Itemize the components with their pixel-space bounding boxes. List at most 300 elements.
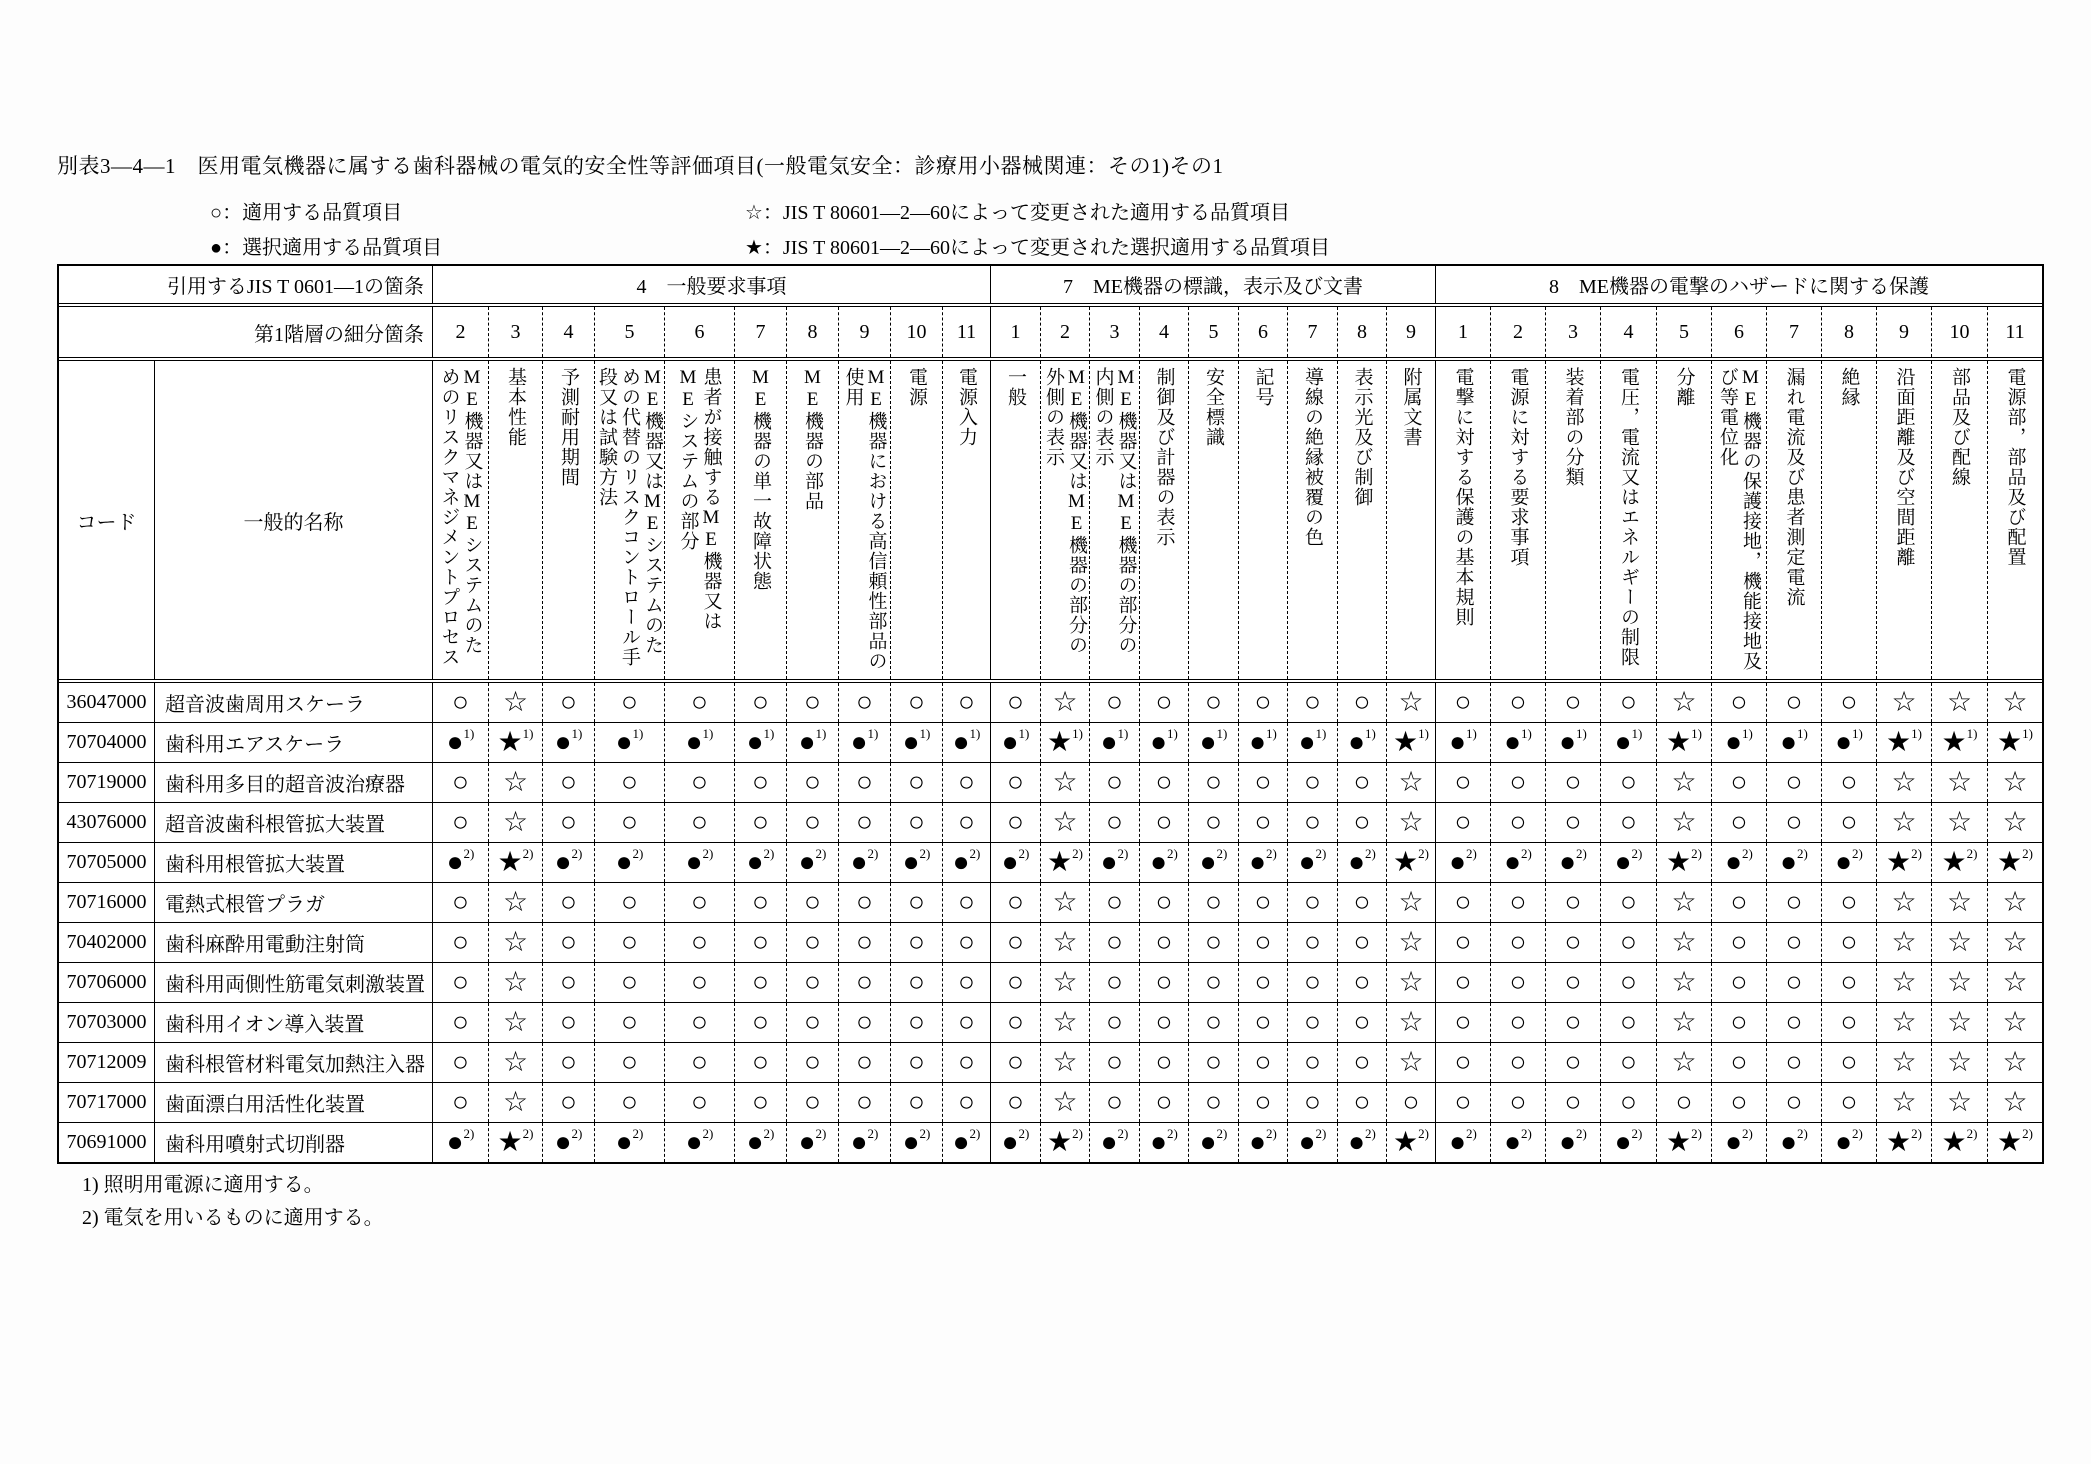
mark-symbol: ● <box>952 846 970 878</box>
mark-cell <box>432 723 488 762</box>
mark-symbol: ☆ <box>1891 766 1917 798</box>
column-title <box>838 361 890 679</box>
mark-symbol: ○ <box>856 926 873 958</box>
mark-footnote-ref: 2) <box>1117 846 1129 861</box>
mark-cell <box>1040 723 1089 762</box>
mark-symbol: ● <box>554 726 572 758</box>
mark-symbol: ○ <box>1509 806 1527 838</box>
mark-footnote-ref: 1) <box>969 726 981 741</box>
mark-symbol: ○ <box>560 966 577 998</box>
table-row <box>59 923 2042 963</box>
mark-symbol: ○ <box>1007 806 1024 838</box>
mark-cell <box>1238 963 1287 1002</box>
mark-cell <box>1987 843 2042 882</box>
mark-symbol: ● <box>746 726 764 758</box>
mark-cell <box>838 723 890 762</box>
mark-symbol: ● <box>902 1126 920 1158</box>
table-row <box>59 683 2042 723</box>
mark-symbol: ○ <box>1205 926 1222 958</box>
mark-cell <box>1876 1083 1931 1122</box>
mark-cell <box>786 963 838 1002</box>
mark-symbol: ○ <box>1155 1086 1173 1118</box>
mark-symbol: ○ <box>1730 686 1748 718</box>
mark-symbol: ★ <box>1666 846 1692 878</box>
column-title-text: 部品及び配線 <box>1949 367 1970 487</box>
mark-cell <box>1287 1043 1337 1082</box>
mark-symbol: ○ <box>621 966 638 998</box>
mark-cell <box>1545 683 1600 722</box>
subclause-number: 5 <box>1188 307 1238 357</box>
mark-symbol: ● <box>1249 1126 1267 1158</box>
mark-cell <box>1287 803 1337 842</box>
mark-symbol: ☆ <box>1052 1006 1078 1038</box>
mark-symbol: ☆ <box>1671 766 1697 798</box>
mark-cell <box>990 1003 1040 1042</box>
mark-symbol: ● <box>1725 846 1743 878</box>
mark-symbol: ○ <box>1620 926 1637 958</box>
mark-cell <box>1040 1083 1089 1122</box>
mark-footnote-ref: 2) <box>1742 1126 1753 1141</box>
mark-symbol: ● <box>1298 846 1316 878</box>
mark-cell <box>890 1083 942 1122</box>
mark-symbol: ○ <box>1509 1006 1527 1038</box>
mark-footnote-ref: 2) <box>571 846 583 861</box>
mark-symbol: ● <box>1780 1126 1798 1158</box>
subclause-number: 7 <box>734 307 786 357</box>
mark-symbol: ● <box>1780 846 1798 878</box>
mark-footnote-ref: 2) <box>1797 846 1808 861</box>
mark-symbol: ○ <box>908 1006 925 1038</box>
subclause-number: 1 <box>1435 307 1490 357</box>
mark-cell <box>1987 883 2042 922</box>
mark-cell <box>594 963 664 1002</box>
subclause-number: 4 <box>542 307 594 357</box>
mark-cell <box>1656 763 1711 802</box>
mark-symbol: ○ <box>1454 1086 1472 1118</box>
mark-symbol: ★ <box>1666 726 1692 758</box>
mark-symbol: ○ <box>1304 766 1321 798</box>
mark-cell <box>1987 1043 2042 1082</box>
mark-symbol: ○ <box>958 886 975 918</box>
mark-cell <box>1089 683 1139 722</box>
mark-cell <box>1490 923 1545 962</box>
mark-footnote-ref: 2) <box>1911 846 1922 861</box>
mark-footnote-ref: 2) <box>1365 1126 1376 1141</box>
mark-cell <box>1040 1043 1089 1082</box>
mark-cell <box>1766 763 1821 802</box>
mark-cell <box>1337 963 1386 1002</box>
mark-footnote-ref: 2) <box>632 846 644 861</box>
legend-applicable-modified: ☆：JIS T 80601—2—60によって変更された適用する品質項目 <box>745 202 1290 224</box>
mark-cell <box>1711 1003 1766 1042</box>
column-title-text: 漏れ電流及び患者測定電流 <box>1783 367 1805 607</box>
mark-cell <box>890 923 942 962</box>
mark-symbol: ○ <box>1840 686 1858 718</box>
mark-cell <box>1490 803 1545 842</box>
mark-cell <box>1656 1003 1711 1042</box>
device-name: 超音波歯周用スケーラ <box>154 683 432 722</box>
mark-cell <box>1287 963 1337 1002</box>
mark-cell <box>1386 923 1435 962</box>
mark-symbol: ☆ <box>1398 1006 1424 1038</box>
mark-cell <box>542 1003 594 1042</box>
mark-symbol: ○ <box>1454 806 1472 838</box>
device-code: 70712009 <box>66 1051 147 1073</box>
mark-symbol: ○ <box>1304 686 1321 718</box>
mark-cell <box>1766 1123 1821 1162</box>
mark-cell <box>664 963 734 1002</box>
mark-cell <box>942 963 990 1002</box>
mark-symbol: ★ <box>497 1126 523 1158</box>
mark-cell <box>890 1003 942 1042</box>
name-header: 一般的名称 <box>154 361 432 679</box>
mark-cell <box>1711 723 1766 762</box>
mark-footnote-ref: 2) <box>815 1126 827 1141</box>
mark-symbol: ● <box>1504 846 1522 878</box>
mark-cell <box>1600 923 1656 962</box>
mark-symbol: ○ <box>1564 1086 1582 1118</box>
mark-cell <box>1656 683 1711 722</box>
column-title-text: 導線の絶縁被覆の色 <box>1302 367 1323 547</box>
mark-cell <box>1490 963 1545 1002</box>
mark-cell <box>1711 1123 1766 1162</box>
mark-symbol: ○ <box>1254 806 1272 838</box>
mark-symbol: ○ <box>1785 1006 1803 1038</box>
mark-cell <box>890 963 942 1002</box>
mark-symbol: ○ <box>1840 1006 1858 1038</box>
mark-cell <box>1600 1003 1656 1042</box>
mark-symbol: ★ <box>1941 726 1967 758</box>
mark-symbol: ○ <box>1620 886 1637 918</box>
mark-cell <box>1600 1083 1656 1122</box>
mark-symbol: ● <box>1725 726 1743 758</box>
mark-symbol: ○ <box>1564 806 1582 838</box>
mark-symbol: ○ <box>691 686 708 718</box>
mark-cell <box>990 803 1040 842</box>
mark-symbol: ☆ <box>1946 966 1973 998</box>
mark-footnote-ref: 2) <box>702 1126 714 1141</box>
mark-symbol: ● <box>1614 726 1632 758</box>
mark-cell <box>1600 883 1656 922</box>
mark-symbol: ○ <box>621 926 638 958</box>
mark-symbol: ☆ <box>1946 766 1973 798</box>
mark-cell <box>890 803 942 842</box>
mark-cell <box>1711 883 1766 922</box>
mark-symbol: ○ <box>1785 926 1803 958</box>
mark-cell <box>542 763 594 802</box>
mark-cell <box>542 963 594 1002</box>
mark-symbol: ○ <box>1205 1046 1222 1078</box>
subclause-number: 5 <box>594 307 664 357</box>
mark-symbol: ● <box>1199 726 1217 758</box>
mark-cell <box>1545 1083 1600 1122</box>
mark-cell <box>594 683 664 722</box>
mark-cell <box>1089 963 1139 1002</box>
mark-cell <box>1040 843 1089 882</box>
mark-cell <box>1711 1043 1766 1082</box>
mark-symbol: ● <box>1150 1126 1168 1158</box>
mark-cell <box>1766 683 1821 722</box>
mark-cell <box>1386 1043 1435 1082</box>
device-name: 歯科用根管拡大装置 <box>154 843 432 882</box>
mark-cell <box>838 803 890 842</box>
mark-cell <box>942 1043 990 1082</box>
subclause-number: 3 <box>1545 307 1600 357</box>
mark-cell <box>1386 963 1435 1002</box>
mark-cell <box>1987 963 2042 1002</box>
mark-cell <box>1435 1003 1490 1042</box>
mark-symbol: ○ <box>1353 926 1371 958</box>
mark-cell <box>594 1123 664 1162</box>
mark-cell <box>1987 723 2042 762</box>
mark-cell <box>664 763 734 802</box>
mark-cell <box>488 683 542 722</box>
mark-symbol: ○ <box>1454 766 1472 798</box>
mark-cell <box>1435 1123 1490 1162</box>
mark-symbol: ● <box>746 846 764 878</box>
mark-symbol: ○ <box>621 1046 638 1078</box>
mark-symbol: ○ <box>1564 966 1582 998</box>
mark-footnote-ref: 2) <box>1315 1126 1327 1141</box>
mark-cell <box>1600 683 1656 722</box>
mark-footnote-ref: 2) <box>919 846 931 861</box>
mark-cell <box>1287 683 1337 722</box>
mark-symbol: ○ <box>1509 926 1527 958</box>
mark-cell <box>1876 883 1931 922</box>
mark-footnote-ref: 1) <box>1418 726 1429 741</box>
mark-symbol: ● <box>1298 726 1316 758</box>
mark-cell <box>1490 1003 1545 1042</box>
mark-cell <box>1545 723 1600 762</box>
mark-cell <box>734 843 786 882</box>
mark-cell <box>1656 803 1711 842</box>
mark-cell <box>594 763 664 802</box>
mark-symbol: ☆ <box>1398 1046 1424 1078</box>
mark-cell <box>1766 883 1821 922</box>
mark-cell <box>1287 723 1337 762</box>
mark-cell <box>1139 763 1188 802</box>
mark-symbol: ☆ <box>1052 886 1078 918</box>
mark-symbol: ○ <box>958 966 975 998</box>
mark-cell <box>1931 803 1987 842</box>
mark-cell <box>1545 883 1600 922</box>
device-name: 歯科用多目的超音波治療器 <box>154 763 432 802</box>
mark-symbol: ○ <box>1254 766 1272 798</box>
column-title-text: 安全標識 <box>1203 367 1224 447</box>
device-code: 70717000 <box>66 1091 147 1113</box>
mark-cell <box>1188 1083 1238 1122</box>
mark-cell <box>942 803 990 842</box>
mark-footnote-ref: 2) <box>867 846 879 861</box>
mark-cell <box>1931 883 1987 922</box>
mark-symbol: ○ <box>1007 686 1024 718</box>
column-title-text: 記号 <box>1252 367 1274 407</box>
mark-symbol: ○ <box>1509 766 1527 798</box>
mark-cell <box>542 1043 594 1082</box>
mark-symbol: ○ <box>1205 766 1222 798</box>
mark-symbol: ○ <box>804 806 821 838</box>
mark-cell <box>1876 963 1931 1002</box>
mark-cell <box>1139 963 1188 1002</box>
mark-symbol: ○ <box>1106 926 1123 958</box>
column-title-text: ME機器の単一故障状態 <box>750 367 771 591</box>
mark-symbol: ○ <box>691 766 708 798</box>
mark-symbol: ○ <box>958 686 975 718</box>
mark-footnote-ref: 1) <box>1852 726 1863 741</box>
column-title <box>1766 361 1821 679</box>
mark-symbol: ☆ <box>1891 1086 1917 1118</box>
mark-cell <box>1188 763 1238 802</box>
mark-symbol: ○ <box>1007 886 1024 918</box>
mark-cell <box>1490 683 1545 722</box>
group-header-2: 8 ME機器の電撃のハザードに関する保護 <box>1435 266 2042 303</box>
mark-symbol: ● <box>1249 726 1267 758</box>
subclause-number: 7 <box>1287 307 1337 357</box>
mark-cell <box>594 803 664 842</box>
mark-cell <box>890 1043 942 1082</box>
column-title <box>1040 361 1089 679</box>
mark-cell <box>1287 883 1337 922</box>
mark-symbol: ★ <box>1941 846 1967 878</box>
legend-applicable: ○：適用する品質項目 <box>210 202 403 224</box>
mark-symbol: ● <box>850 726 868 758</box>
mark-cell <box>432 763 488 802</box>
column-title <box>942 361 990 679</box>
mark-cell <box>1435 1043 1490 1082</box>
mark-symbol: ● <box>1150 846 1168 878</box>
mark-cell <box>1089 843 1139 882</box>
mark-footnote-ref: 1) <box>1167 726 1178 741</box>
column-title-text: ME機器又はME機器の部分の内側の表示 <box>1092 367 1137 655</box>
ref-clause-label: 引用するJIS T 0601—1の箇条 <box>166 276 424 298</box>
mark-cell <box>942 1083 990 1122</box>
column-title <box>1987 361 2042 679</box>
mark-cell <box>432 843 488 882</box>
column-title <box>1287 361 1337 679</box>
mark-symbol: ○ <box>804 1046 821 1078</box>
mark-cell <box>1711 683 1766 722</box>
mark-cell <box>432 1123 488 1162</box>
mark-symbol: ★ <box>1886 846 1912 878</box>
mark-cell <box>990 883 1040 922</box>
mark-symbol: ○ <box>1007 966 1024 998</box>
mark-symbol: ★ <box>1047 846 1073 878</box>
mark-symbol: ○ <box>1620 1086 1637 1118</box>
column-title-text: 表示光及び制御 <box>1351 367 1373 507</box>
mark-symbol: ○ <box>1106 766 1123 798</box>
mark-symbol: ● <box>1150 726 1168 758</box>
column-title-text: 電源に対する要求事項 <box>1507 367 1529 567</box>
mark-cell <box>1040 1003 1089 1042</box>
mark-footnote-ref: 2) <box>1911 1126 1922 1141</box>
subclause-number: 9 <box>1386 307 1435 357</box>
mark-symbol: ○ <box>1564 686 1582 718</box>
subclause-number: 2 <box>1040 307 1089 357</box>
mark-cell <box>1089 1083 1139 1122</box>
mark-cell <box>1711 963 1766 1002</box>
mark-symbol: ○ <box>804 926 821 958</box>
mark-cell <box>1089 923 1139 962</box>
mark-symbol: ★ <box>1886 1126 1912 1158</box>
mark-symbol: ★ <box>1393 1126 1419 1158</box>
mark-cell <box>1821 683 1876 722</box>
mark-symbol: ○ <box>1620 1006 1637 1038</box>
mark-footnote-ref: 2) <box>1117 1126 1129 1141</box>
mark-cell <box>1656 843 1711 882</box>
mark-symbol: ● <box>850 846 868 878</box>
subclause-number: 5 <box>1656 307 1711 357</box>
table-row <box>59 843 2042 883</box>
mark-symbol: ○ <box>1155 806 1173 838</box>
mark-symbol: ☆ <box>1671 1046 1697 1078</box>
mark-symbol: ○ <box>1007 1086 1024 1118</box>
mark-symbol: ☆ <box>1946 1046 1973 1078</box>
mark-cell <box>664 803 734 842</box>
mark-footnote-ref: 2) <box>1852 1126 1863 1141</box>
mark-cell <box>1876 1043 1931 1082</box>
subclause-number: 4 <box>1600 307 1656 357</box>
mark-cell <box>1766 1003 1821 1042</box>
mark-cell <box>594 1043 664 1082</box>
column-title <box>1435 361 1490 679</box>
mark-symbol: ○ <box>1840 966 1858 998</box>
mark-symbol: ● <box>685 1126 703 1158</box>
mark-symbol: ○ <box>1155 1046 1173 1078</box>
device-name: 歯科麻酔用電動注射筒 <box>154 923 432 962</box>
mark-symbol: ★ <box>1997 726 2023 758</box>
mark-cell <box>1876 803 1931 842</box>
mark-symbol: ○ <box>752 926 769 958</box>
mark-footnote-ref: 1) <box>1117 726 1129 741</box>
column-title-text: 電源部，部品及び配置 <box>2004 367 2026 567</box>
mark-footnote-ref: 2) <box>1576 846 1587 861</box>
mark-cell <box>942 683 990 722</box>
main-table <box>57 264 2044 1164</box>
mark-footnote-ref: 2) <box>1576 1126 1587 1141</box>
mark-symbol: ● <box>554 846 572 878</box>
mark-cell <box>1490 1123 1545 1162</box>
mark-symbol: ○ <box>1730 966 1748 998</box>
mark-cell <box>664 883 734 922</box>
mark-symbol: ○ <box>1675 1086 1693 1118</box>
column-title <box>1931 361 1987 679</box>
mark-cell <box>664 683 734 722</box>
mark-cell <box>488 1043 542 1082</box>
mark-symbol: ☆ <box>2002 686 2028 718</box>
mark-cell <box>1876 923 1931 962</box>
mark-symbol: ● <box>1199 846 1217 878</box>
mark-symbol: ○ <box>452 1086 469 1118</box>
mark-symbol: ● <box>446 1126 464 1158</box>
mark-symbol: ● <box>1001 1126 1019 1158</box>
mark-symbol: ○ <box>1509 966 1527 998</box>
column-title-text: 予測耐用期間 <box>558 367 579 487</box>
mark-symbol: ○ <box>1454 1006 1472 1038</box>
device-name: 歯科用噴射式切削器 <box>154 1123 432 1162</box>
mark-symbol: ○ <box>1155 886 1173 918</box>
mark-symbol: ○ <box>691 966 708 998</box>
header-row-columns <box>59 361 2042 683</box>
mark-symbol: ● <box>1001 726 1019 758</box>
mark-symbol: ○ <box>621 1006 638 1038</box>
mark-symbol: ○ <box>1007 926 1024 958</box>
mark-cell <box>1337 1003 1386 1042</box>
mark-symbol: ○ <box>1785 686 1803 718</box>
mark-symbol: ○ <box>1106 886 1123 918</box>
mark-cell <box>1089 883 1139 922</box>
mark-symbol: ○ <box>1730 886 1748 918</box>
mark-footnote-ref: 1) <box>1266 726 1277 741</box>
